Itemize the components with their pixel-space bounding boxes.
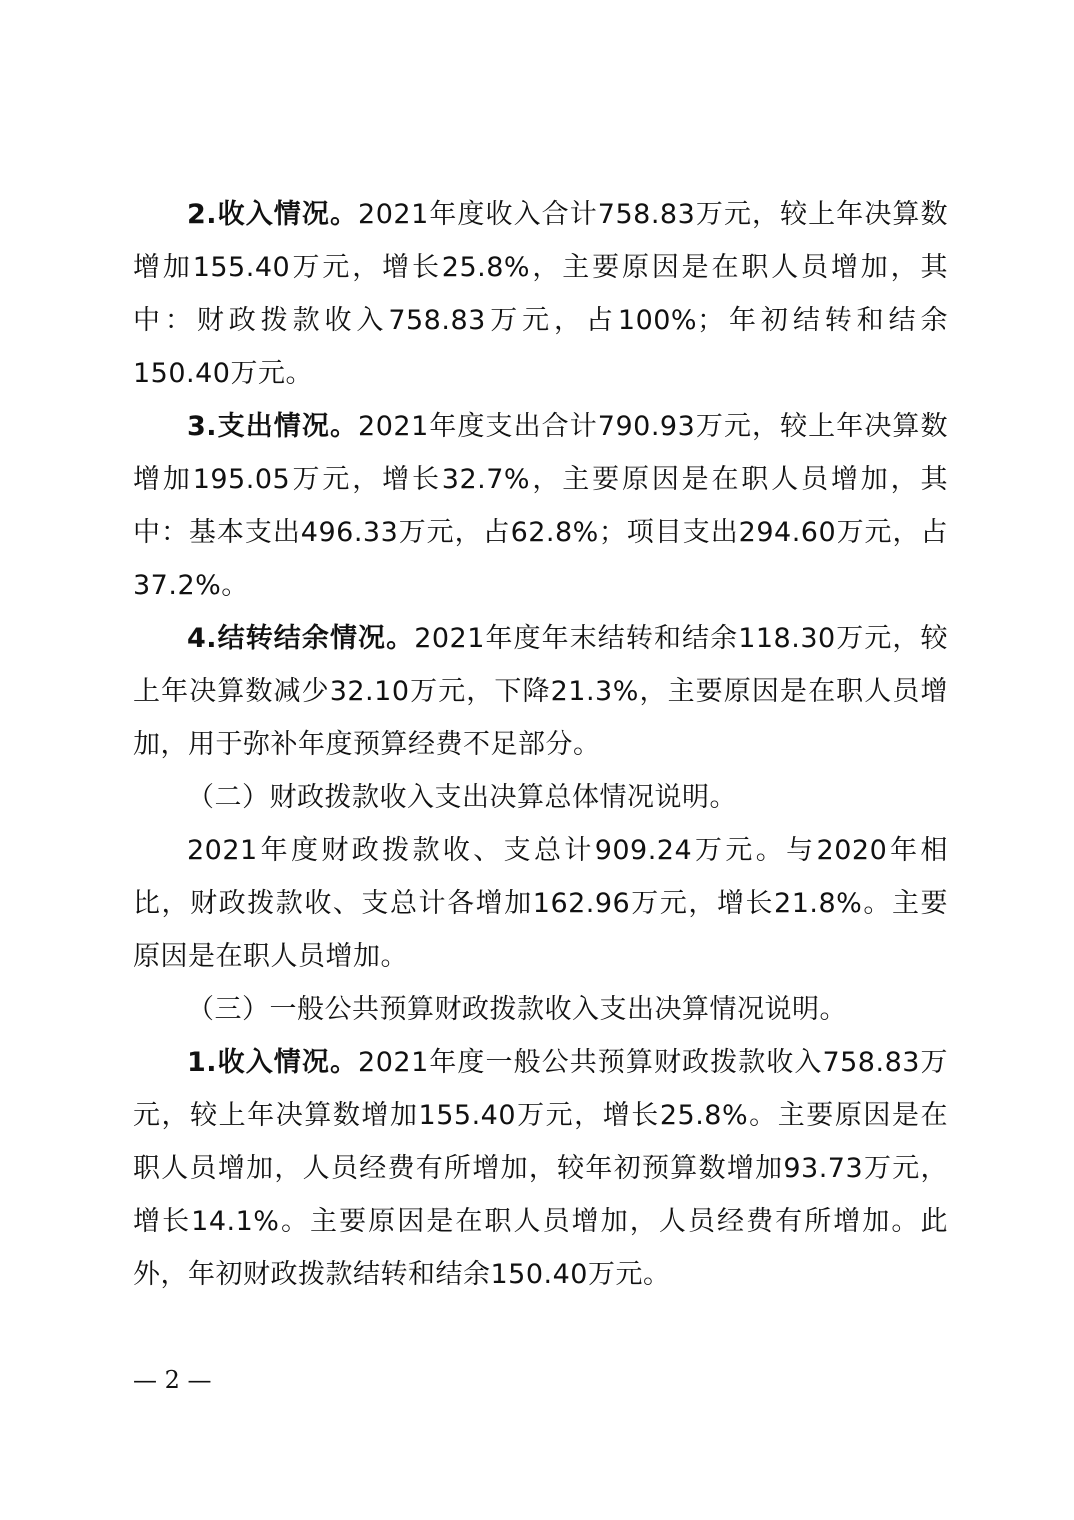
paragraph-carryover [133, 612, 948, 771]
paragraph-expenditure [133, 400, 948, 612]
paragraph-income [133, 188, 948, 400]
paragraph-lead: 2.收入情况。 [187, 199, 359, 230]
paragraph-text: 2021年度支出合计790.93万元，较上年决算数增加195.05万元，增长32.7%，主要原因是在职人员增加，其中：基本支出496.33万元，占62.8%；项目支出294.60万元，占37.2%。 [133, 411, 949, 601]
paragraph-lead: 1.收入情况。 [187, 1047, 359, 1078]
paragraph-fiscal-total: 2021年度财政拨款收、支总计909.24万元。与2020年相比，财政拨款收、支总计各增加162.96万元，增长21.8%。主要原因是在职人员增加。 [133, 835, 948, 972]
paragraph-text: 2021年度年末结转和结余118.30万元，较上年决算数减少32.10万元，下降21.3%，主要原因是在职人员增加，用于弥补年度预算经费不足部分。 [133, 623, 948, 760]
section-heading-2: （二）财政拨款收入支出决算总体情况说明。 [187, 782, 737, 813]
section-heading-3: （三）一般公共预算财政拨款收入支出决算情况说明。 [187, 994, 847, 1025]
page-number: — 2 — [133, 1366, 212, 1394]
paragraph-text: 2021年度一般公共预算财政拨款收入758.83万元，较上年决算数增加155.40万元，增长25.8%。主要原因是在职人员增加，人员经费有所增加，较年初预算数增加93.73万元，增长14.1%。主要原因是在职人员增加，人员经费有所增加。此外，年初财政拨款结转和结余150.40万元。 [133, 1047, 949, 1290]
paragraph-lead: 3.支出情况。 [187, 411, 359, 442]
paragraph-general-income [133, 1036, 948, 1301]
document-body [133, 188, 948, 1301]
paragraph-lead: 4.结转结余情况。 [187, 623, 415, 654]
paragraph-text: 2021年度收入合计758.83万元，较上年决算数增加155.40万元，增长25.8%，主要原因是在职人员增加，其中：财政拨款收入758.83万元，占100%；年初结转和结余150.40万元。 [133, 199, 949, 389]
